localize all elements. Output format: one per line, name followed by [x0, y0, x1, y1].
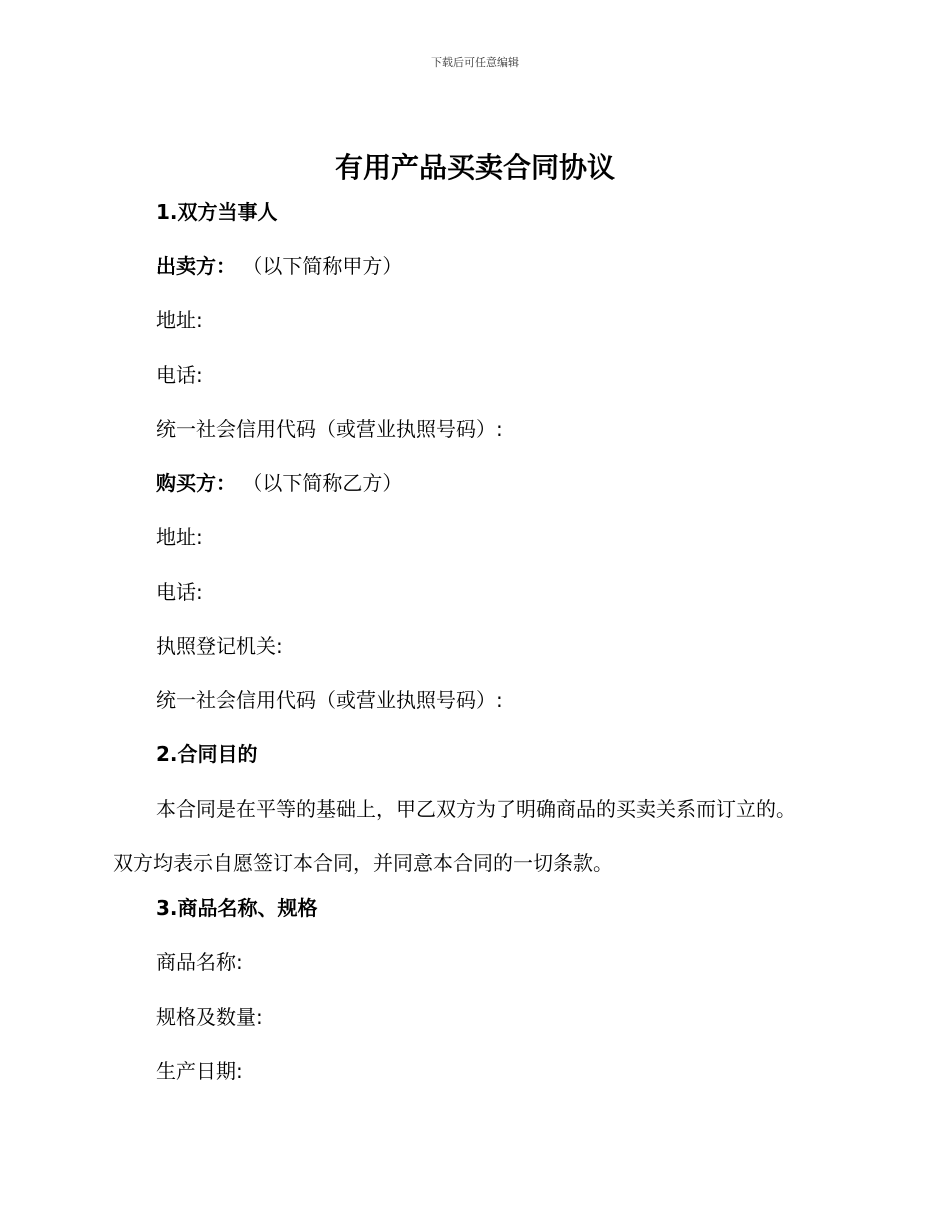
product-name: 商品名称: — [156, 950, 243, 974]
seller-label: 出卖方： — [156, 254, 236, 278]
buyer-line — [156, 468, 402, 498]
document-title: 有用产品买卖合同协议 — [334, 151, 615, 184]
seller-note: （以下简称甲方） — [242, 254, 403, 278]
buyer-registration-authority: 执照登记机关: — [156, 634, 283, 658]
section-3-heading: 3.商品名称、规格 — [156, 896, 318, 920]
buyer-note: （以下简称乙方） — [242, 471, 403, 495]
production-date: 生产日期: — [156, 1059, 243, 1083]
section-2-heading: 2.合同目的 — [156, 742, 258, 766]
buyer-label: 购买方： — [156, 471, 236, 495]
seller-credit-code: 统一社会信用代码（或营业执照号码）: — [156, 417, 503, 441]
buyer-credit-code: 统一社会信用代码（或营业执照号码）: — [156, 688, 503, 712]
seller-line — [156, 251, 402, 281]
contract-purpose-paragraph: 本合同是在平等的基础上，甲乙双方为了明确商品的买卖关系而订立的。双方均表示自愿签订本合同，并同意本合同的一切条款。 — [113, 797, 796, 875]
page-header-note: 下载后可任意编辑 — [431, 56, 519, 69]
buyer-phone: 电话: — [156, 580, 203, 604]
buyer-address: 地址: — [156, 525, 203, 549]
seller-address: 地址: — [156, 308, 203, 332]
section-1-heading: 1.双方当事人 — [156, 200, 278, 224]
spec-and-quantity: 规格及数量: — [156, 1005, 263, 1029]
seller-phone: 电话: — [156, 363, 203, 387]
